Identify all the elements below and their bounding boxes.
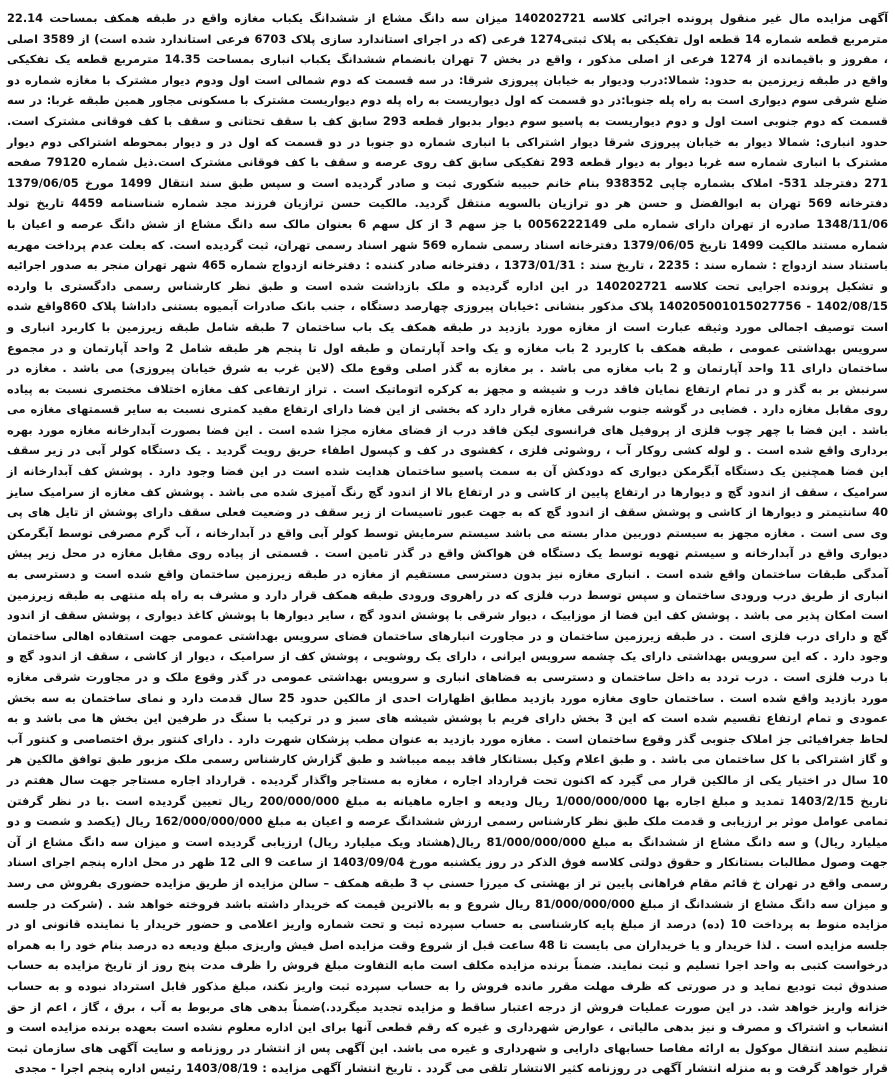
auction-notice-text: آگهی مزایده مال غیر منقول پرونده اجرائی کلاسه 140202721 میزان سه دانگ مشاع از ششدانگ یکباب مغازه واقع در طبقه همکف بمساحت 22.14 مترمربع قطعه شماره 14 قطعه اول تفکیکی به پلاک ثبتی1274 فرعی (که در اجرای استاندارد سازی پلاک 6703 فرعی استاندارد شده است) از 3589 اصلی ، مفروز و باقیمانده از 1274 فرعی از اصلی مذکور ، واقع در بخش 7 تهران بانضمام ششدانگ یکباب انباری بمساحت 14.35 مترمربع قطعه یک تفکیکی واقع در طبقه زیرزمین به حدود: شمالا:درب ودیوار به خیابان پیروزی شرقا: در سه قسمت که دوم شمالی است اول ودوم دیوار مشترک با مغازه شماره دو ضلع شرقی سوم دیواری است به راه پله جنوبا:در دو قسمت که اول دیواریست به راه پله دوم دیواریست مشترک با مسکونی مجاور همین طبقه غربا: در سه قسمت که دوم جنوبی است اول و دوم دیواریست به پاسیو سوم دیوار بدیوار قطعه 293 سابق کف با سقف تحتانی و سقف با کف فوقانی مشترک است. حدود انباری: شمالا دیوار به خیابان پیروزی شرقا دیوار اشتراکی با انباری شماره دو جنوبا در دو قسمت که اول در و دیوار بمحوطه اشتراکی دوم دیوار مشترک با انباری شماره سه غربا دیوار به دیوار قطعه 293 تفکیکی سابق کف روی عرصه و سقف با کف فوقانی مشترک است.ذیل شماره 79120 صفحه 271 دفترجلد 531- املاک بشماره چاپی 938352 بنام خانم حبیبه شکوری ثبت و صادر گردیده است و سپس طبق سند انتقال 1499 مورخ 1379/06/05 دفترخانه 569 تهران به ابوالفضل و حسن هر دو ترازیان بالسویه منتقل گردید. مالکیت حسن ترازیان فرزند مجد شماره شناسنامه 4459 تاریخ تولد 1348/11/06 صادره از تهران دارای شماره ملی 0056222149 با جز سهم 3 از کل سهم 6 بعنوان مالک سه دانگ مشاع از شش دانگ عرصه و اعیان با شماره مستند مالکیت 1499 تاریخ 1379/06/05 دفترخانه اسناد رسمی شماره 569 شهر اسناد رسمی تهران، ثبت گردیده است. که بعلت عدم پرداخت مهریه باستناد سند ازدواج : شماره سند : 2235 ، تاریخ سند : 1373/01/31 ، دفترخانه صادر کننده : دفترخانه ازدواج شماره 465 شهر تهران منجر به صدور اجرائیه و تشکیل پرونده اجرایی تحت کلاسه 140202721 در این اداره گردیده و ملک بازداشت شده است و طبق نظر کارشناس رسمی دادگستری با وارده 1402/08/15 - 140205001015027756 پلاک مذکور بنشانی :خیابان پیروزی چهارصد دستگاه ، جنب بانک صادرات آبمیوه بستنی داداشا پلاک 860واقع شده است توصیف اجمالی مورد وثیقه عبارت است از مغازه مورد بازدید در طبقه همکف یک باب ساختمان 7 طبقه شامل طبقه زیرزمین با کاربرد انباری و سرویس بهداشتی عمومی ، طبقه همکف با کاربرد 2 باب مغازه و یک واحد آپارتمان و طبقه اول تا پنجم هر طبقه شامل 2 واحد آپارتمان و در مجموع ساختمان دارای 11 واحد آپارتمان و 2 باب مغازه می باشد . بر مغازه به گذر اصلی وقوع ملک (لاین غرب به شرق خیابان پیروزی) می باشد . مغازه در سرنبش بر به گذر و در تمام ارتفاع نمایان فاقد درب و شیشه و مجهز به کرکره اتوماتیک است . تراز ارتفاعی کف مغازه اختلاف مختصری نسبت به پیاده روی مقابل مغازه دارد . فضایی در گوشه جنوب شرقی مغازه قرار دارد که بخشی از این فضا دارای ارتفاع مفید کمتری نسبت به سایر قسمتهای مغازه می باشد . این فضا با چهر چوب فلزی از پروفیل های فرانسوی لیکن فاقد درب از فضای مغازه مجزا شده است . این فضا بصورت آبدارخانه مغازه مورد بهره برداری واقع شده است . و لوله کشی روکار آب ، روشوئی فلزی ، کفشوی در کف و کپسول اطفاء حریق رویت گردید . یک دستگاه کولر آبی در زیر سقف این فضا همچنین یک دستگاه آبگرمکن دیواری که دودکش آن به سمت پاسیو ساختمان هدایت شده است در این فضا وجود دارد . پوشش کف آبدارخانه از سرامیک ، سقف از اندود گچ و دیوارها در ارتفاع پایین از کاشی و در ارتفاع بالا از اندود گچ رنگ آمیزی شده می باشد . پوشش کف مغازه از سرامیک سایز 40 سانتیمتر و دیوارها از کاشی و پوشش سقف از اندود گچ که به جهت عبور تاسیسات از زیر سقف در وضعیت فعلی سقف دارای پوشش از تایل های پی وی سی است . مغازه مجهز به سیستم دوربین مدار بسته می باشد سیستم سرمایش توسط کولر آبی واقع در آبدارخانه ، آب گرم مصرفی توسط آبگرمکن دیواری واقع در آبدارخانه و سیستم تهویه توسط یک دستگاه فن هواکش واقع در گذر تامین است . قسمتی از پیاده روی مقابل مغازه در محل زیر پیش آمدگی طبقات ساختمان واقع شده است . انباری مغازه نیز بدون دسترسی مستقیم از مغازه در طبقه زیرزمین ساختمان واقع شده است و دسترسی به انباری از طریق درب ورودی ساختمان و سپس توسط درب فلزی که در راهروی ورودی طبقه همکف قرار دارد و مشرف به راه پله منتهی به طبقه زیرزمین است امکان پذیر می باشد . پوشش کف این فضا از موزاییک ، دیوار شرقی با پوشش اندود گچ ، سایر دیوارها با پوشش کاغذ دیواری ، پوشش سقف از اندود گچ و دارای درب فلزی است . در طبقه زیرزمین ساختمان و در مجاورت انبارهای ساختمان فضای سرویس بهداشتی عمومی جهت استفاده اهالی ساختمان وجود دارد . که این سرویس بهداشتی دارای یک چشمه سرویس ایرانی ، دارای یک روشویی ، پوشش کف از سرامیک ، دیوار از کاشی ، سقف از اندود گچ و با درب فلزی است . درب تردد به داخل ساختمان و دسترسی به فضاهای انباری و سرویس بهداشتی عمومی در گذر وقوع ملک و در مجاورت شرقی مغازه مورد بازدید واقع شده است . ساختمان حاوی مغازه مورد بازدید مطابق اظهارات احدی از مالکین حدود 25 سال قدمت دارد و نمای ساختمان به سه بخش عمودی و تمام ارتفاع تقسیم شده است که این 3 بخش دارای فریم با پوشش شیشه های سبز و در ترکیب با سنگ در طرفین این بخش ها می باشد و به لحاظ جغرافیائی جز املاک جنوبی گذر وقوع ساختمان است . مغازه مورد بازدید به عنوان مطب پزشکان شهرت دارد . دارای کنتور برق اختصاصی و کنتور آب و گاز اشتراکی با کل ساختمان می باشد . و طبق اعلام وکیل بستانکار فاقد بیمه میباشد و طبق گزارش کارشناس رسمی ملک مزبور طبق توافق مالکین هر 10 سال در اختیار یکی از مالکین قرار می گیرد که اکنون تحت قرارداد اجاره ، مغازه به مستاجر واگذار گردیده . قرارداد اجاره مستاجر جهت سال هفتم در تاریخ 1403/2/15 تمدید و مبلغ اجاره بها 1/000/000/000 ریال ودیعه و اجاره ماهیانه به مبلغ 200/000/000 ریال تعیین گردیده است .با در نظر گرفتن تمامی عوامل موثر بر ارزیابی و قدمت ملک طبق نظر کارشناس رسمی ارزش ششدانگ عرصه و اعیان به مبلغ 162/000/000/000 ریال (یکصد و شصت و دو میلیارد ریال) و سه دانگ مشاع از ششدانگ به مبلغ 81/000/000/000 ریال(هشتاد ویک میلیارد ریال) ارزیابی گردیده است و میزان سه دانگ مشاع از آن جهت وصول مطالبات بستانکار و حقوق دولتی کلاسه فوق الذکر در روز یکشنبه مورخ 1403/09/04 از ساعت 9 الی 12 ظهر در محل اداره پنجم اجرای اسناد رسمی واقع در تهران خ قائم مقام فراهانی پایین تر از بهشتی ک میرزا حسنی پ 3 طبقه همکف – سالن مزایده از طریق مزایده حضوری بفروش می رسد و میزان سه دانگ مشاع از ششدانگ از مبلغ 81/000/000/000 ریال شروع و به بالاترین قیمت که خریدار داشته باشد فروخته خواهد شد . (شرکت در جلسه مزایده منوط به پرداخت 10 (ده) درصد از مبلغ پایه کارشناسی به حساب سپرده ثبت و تحت شماره واریز اعلامی و حضور خریدار یا نماینده قانونی او در جلسه مزایده است . لذا خریدار و یا خریداران می بایست تا 48 ساعت قبل از شروع وقت مزایده اصل فیش واریزی مبلغ ودیعه ده درصد بنام خود را به همراه درخواست کتبی به واحد اجرا تسلیم و ثبت نمایند. ضمناً برنده مزایده مکلف است مابه التفاوت مبلغ فروش را ظرف مدت پنج روز از تاریخ مزایده به حساب صندوق ثبت تودیع نماید و در صورتی که ظرف مهلت مقرر مانده فروش را به حساب سپرده ثبت واریز نکند، مبلغ مذکور قابل استرداد نبوده و به حساب خزانه واریز خواهد شد. در این صورت عملیات فروش از درجه اعتبار ساقط و مزایده تجدید میگردد.)ضمناً بدهی های مربوط به آب ، برق ، گاز ، اعم از حق انشعاب و اشتراک و مصرف و نیز بدهی مالیاتی ، عوارض شهرداری و غیره که رقم قطعی آنها برای این اداره معلوم نشده است بعهده برنده مزایده است و تنظیم سند انتقال موکول به ارائه مفاصا حسابهای دارایی و شهرداری و غیره می باشد. این آگهی پس از انتشار در روزنامه و سایت آگهی های سازمان ثبت قرار خواهد گرفت و به منزله انتشار آگهی در روزنامه کثیر الانتشار تلقی می گردد . تاریخ انتشار آگهی مزایده : 1403/08/19 رئیس اداره پنجم اجرا - مجدی — [7, 11, 889, 1076]
